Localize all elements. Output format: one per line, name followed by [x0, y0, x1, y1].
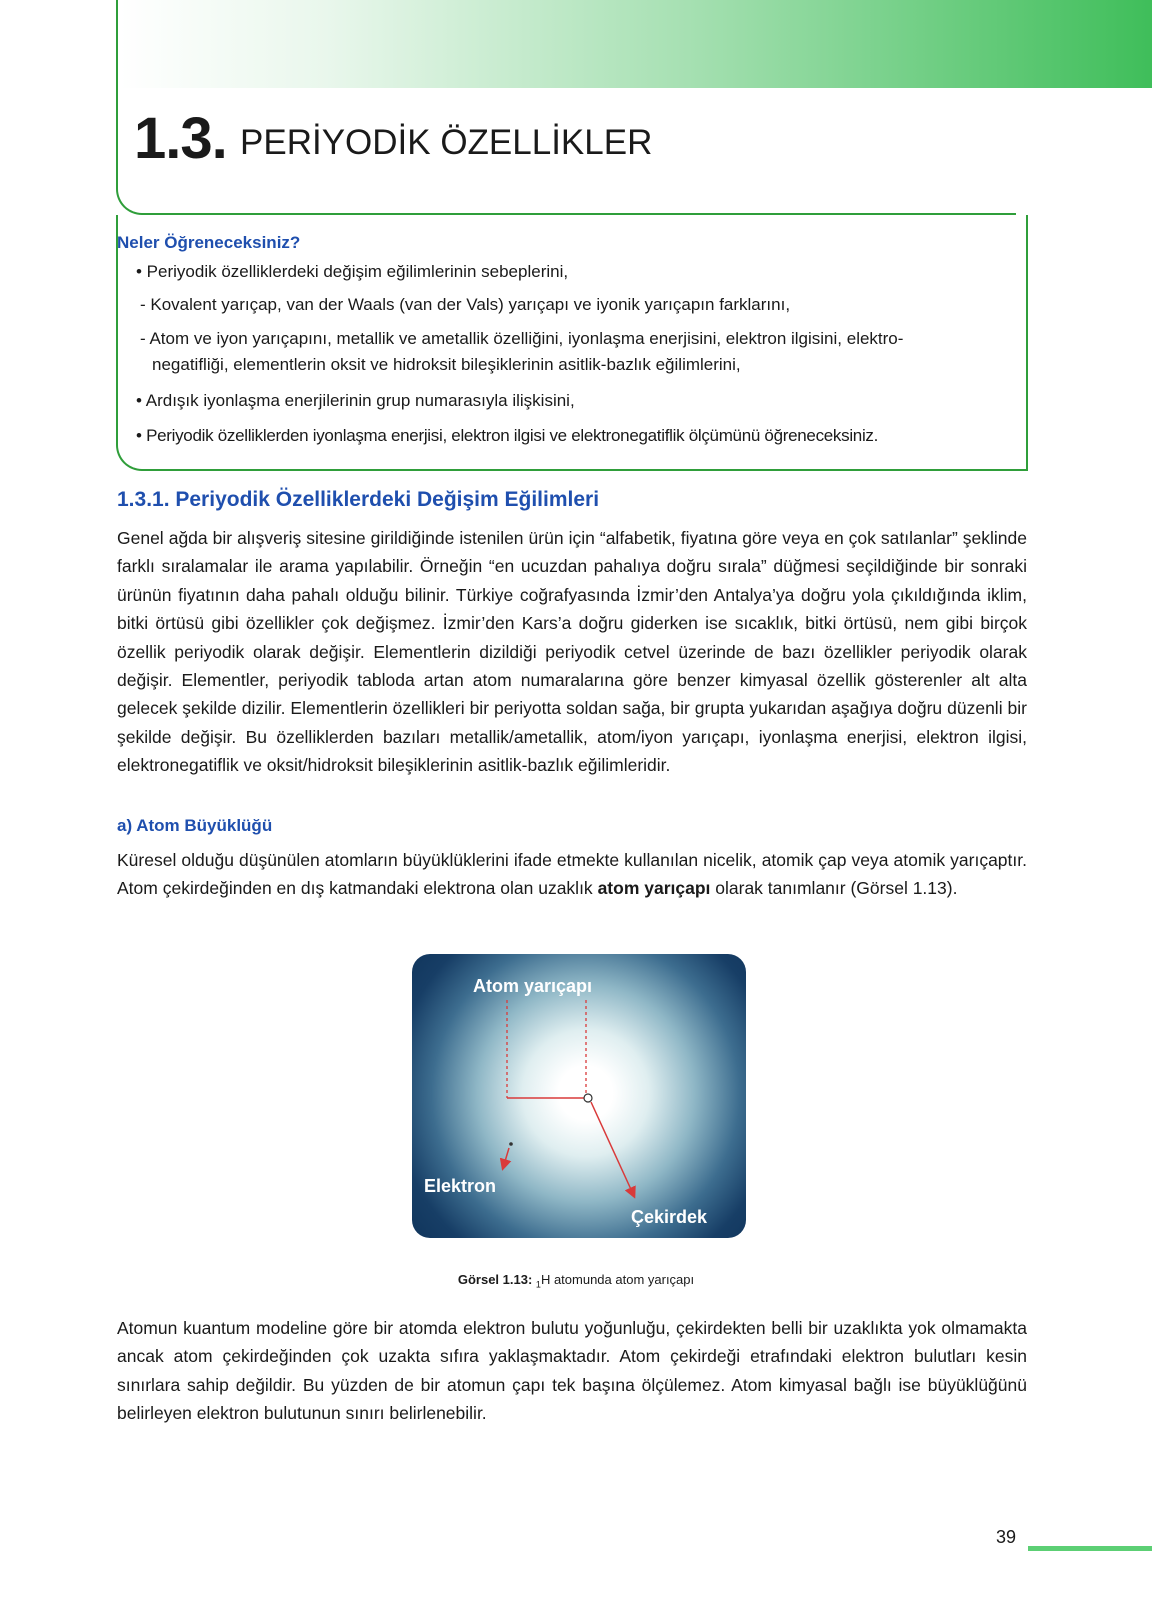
caption-label: Görsel 1.13: — [457, 1272, 533, 1287]
atom-radius-figure — [412, 954, 746, 1238]
caption-subscript: 1 — [535, 1279, 541, 1290]
chapter-title: PERİYODİK ÖZELLİKLER — [240, 123, 653, 162]
label-electron: Elektron — [424, 1176, 497, 1196]
objective-item: negatifliği, elementlerin oksit ve hidroksit bileşiklerinin asitlik-bazlık eğilimlerini, — [152, 355, 741, 374]
electron-icon — [509, 1142, 513, 1146]
objective-item: • Periyodik özelliklerdeki değişim eğilimlerinin sebeplerini, — [136, 262, 569, 281]
paragraph-text: olarak tanımlanır (Görsel 1.13). — [715, 878, 958, 899]
objective-item: • Periyodik özelliklerden iyonlaşma enerjisi, elektron ilgisi ve elektronegatiflik ölçümünü öğreneceksiniz. — [136, 426, 879, 445]
figure-caption — [0, 1272, 1152, 1290]
header-frame — [116, 0, 1016, 215]
objectives-title: Neler Öğreneceksiniz? — [117, 233, 301, 252]
closing-paragraph: Atomun kuantum modeline göre bir atomda elektron bulutu yoğunluğu, çekirdekten belli bir uzaklıkta yok olmamakta ancak atom çekirdeğinden çok uzakta sıfıra yaklaşmaktadır. Atom çekirdeği etrafındaki elektron bulutları kesin sınırlara sahip değildir. Bu yüzden de bir atomun çapı tek başına ölçülemez. Atom kimyasal bağlı ise büyüklüğünü belirleyen elektron bulutunun sınırı belirlenebilir. — [117, 1318, 1027, 1424]
objective-item: • Ardışık iyonlaşma enerjilerinin grup numarasıyla ilişkisini, — [136, 391, 575, 410]
page-number: 39 — [996, 1527, 1017, 1547]
caption-text: H atomunda atom yarıçapı — [540, 1272, 695, 1287]
page-number-bar — [1028, 1546, 1152, 1551]
paragraph-text: Küresel olduğu düşünülen atomların büyüklüklerini ifade etmekte kullanılan nicelik, atomik çap veya atomik yarıçaptır. Atom çekirdeğinden en dış katmandaki elektrona olan uzaklık — [117, 850, 1027, 899]
subsection-paragraph — [117, 846, 1027, 903]
objective-item: - Kovalent yarıçap, van der Waals (van der Vals) yarıçapı ve iyonik yarıçapın farklarını, — [140, 295, 791, 314]
nucleus-icon — [584, 1094, 592, 1102]
bold-term: atom yarıçapı — [597, 878, 711, 899]
objective-item: - Atom ve iyon yarıçapını, metallik ve ametallik özelliğini, iyonlaşma enerjisini, elektron ilgisini, elektro- — [140, 329, 904, 348]
label-nucleus: Çekirdek — [631, 1207, 708, 1227]
section-title: 1.3.1. Periyodik Özelliklerdeki Değişim Eğilimleri — [117, 488, 600, 511]
nucleus-arrow — [591, 1102, 634, 1196]
subsection-title: a) Atom Büyüklüğü — [117, 816, 273, 835]
section-paragraph: Genel ağda bir alışveriş sitesine girildiğinde istenilen ürün için “alfabetik, fiyatına göre veya en çok satılanlar” şeklinde farklı sıralamalar ile arama yapılabilir. Örneğin “en ucuzdan pahalıya doğru sırala” düğmesi seçildiğinde bir sonraki ürünün fiyatının daha pahalı olduğu bilinir. Türkiye coğrafyasında İzmir’den Antalya’ya doğru yola çıkıldığında iklim, bitki örtüsü gibi özellikler çok değişmez. İzmir’den Kars’a doğru giderken ise sıcaklık, bitki örtüsü, nem gibi birçok özellik periyodik olarak değişir. Elementlerin dizildiği periyodik cetvel üzerinde de bazı özellikler periyodik olarak değişir. Elementler, periyodik tabloda artan atom numaralarına göre benzer kimyasal özellik gösterenler alt alta gelecek şekilde dizilir. Elementlerin özellikleri bir periyotta soldan sağa, bir grupta yukarıdan aşağıya doğru düzenli bir şekilde değişir. Bu özelliklerden bazıları metallik/ametallik, atom/iyon yarıçapı, iyonlaşma enerjisi, elektron ilgisi, elektronegatiflik ve oksit/hidroksit bileşiklerinin asitlik-bazlık eğilimleridir. — [117, 528, 1027, 776]
chapter-number: 1.3. — [134, 106, 227, 171]
electron-arrow — [503, 1148, 509, 1168]
label-atom-radius: Atom yarıçapı — [473, 976, 593, 996]
